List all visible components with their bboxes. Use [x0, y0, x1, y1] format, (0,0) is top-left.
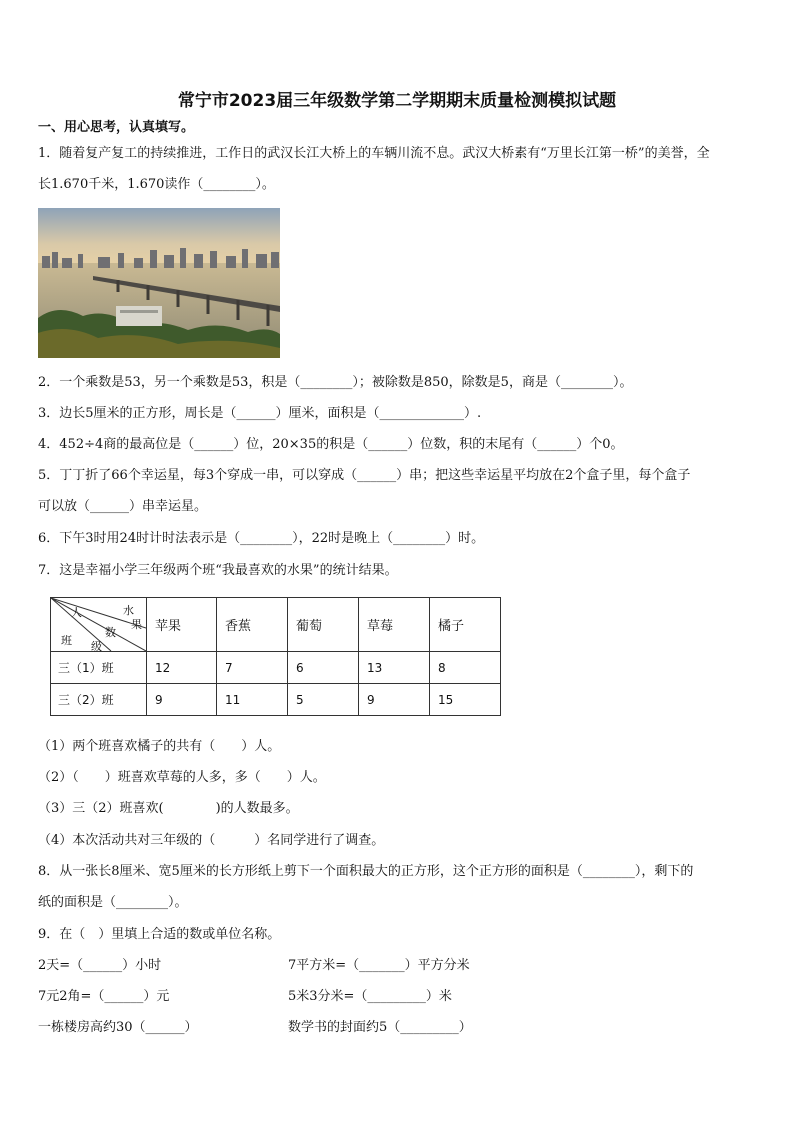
corner-label-guo: 果 [131, 618, 142, 631]
table-row [51, 684, 501, 716]
table-cell: 9 [359, 684, 430, 716]
corner-label-shu: 数 [105, 626, 116, 639]
column-header: 苹果 [147, 598, 217, 652]
page-title: 常宁市2023届三年级数学第二学期期末质量检测模拟试题 [177, 91, 617, 111]
question-1-line-1: 1．随着复产复工的持续推进，工作日的武汉长江大桥上的车辆川流不息。武汉大桥素有“万里长江第一桥”的美誉，全 [38, 146, 710, 161]
question-3: 3．边长5厘米的正方形，周长是（______）厘米，面积是（_____________）. [38, 406, 482, 421]
question-7-sub-1: （1）两个班喜欢橘子的共有（ ）人。 [38, 739, 281, 754]
question-8-line-2: 纸的面积是（________）。 [38, 895, 188, 910]
table-cell: 6 [288, 652, 359, 684]
column-header: 草莓 [359, 598, 430, 652]
question-4: 4．452÷4商的最高位是（______）位，20×35的积是（______）位数，积的末尾有（______）个0。 [38, 437, 624, 452]
table-corner-cell [51, 598, 147, 652]
table-cell: 9 [147, 684, 217, 716]
question-9-item-right: 5米3分米=（_________）米 [288, 989, 452, 1004]
question-5-line-2: 可以放（______）串幸运星。 [38, 499, 208, 514]
question-7-sub-4: （4）本次活动共对三年级的（ ）名同学进行了调查。 [38, 833, 385, 848]
section-heading: 一、用心思考，认真填写。 [38, 120, 195, 135]
question-6: 6．下午3时用24时计时法表示是（________），22时是晚上（________）时。 [38, 531, 485, 546]
column-header: 橘子 [430, 598, 501, 652]
question-9-item-right: 数学书的封面约5（_________） [288, 1020, 472, 1035]
question-8-line-1: 8．从一张长8厘米、宽5厘米的长方形纸上剪下一个面积最大的正方形，这个正方形的面积是（________），剩下的 [38, 864, 694, 879]
question-9-intro: 9．在（ ）里填上合适的数或单位名称。 [38, 927, 281, 942]
bridge-photo [38, 208, 280, 358]
table-cell: 12 [147, 652, 217, 684]
question-9-item-left: 一栋楼房高约30（______） [38, 1020, 198, 1035]
column-header: 葡萄 [288, 598, 359, 652]
table-cell: 11 [217, 684, 288, 716]
corner-label-shui: 水 [123, 604, 134, 617]
column-header: 香蕉 [217, 598, 288, 652]
question-5-line-1: 5．丁丁折了66个幸运星，每3个穿成一串，可以穿成（______）串；把这些幸运星平均放在2个盒子里，每个盒子 [38, 468, 691, 483]
question-9-item-left: 7元2角=（______）元 [38, 989, 170, 1004]
table-cell: 5 [288, 684, 359, 716]
question-9-item-right: 7平方米=（_______）平方分米 [288, 958, 470, 973]
row-label: 三（2）班 [51, 684, 147, 716]
table-row [51, 652, 501, 684]
fruit-statistics-table [50, 597, 501, 716]
table-header-row [51, 598, 501, 652]
question-9-item-left: 2天=（______）小时 [38, 958, 162, 973]
question-7-sub-2: （2）（ ）班喜欢草莓的人多，多（ ）人。 [38, 770, 326, 785]
corner-label-ji: 级 [91, 640, 102, 653]
table-cell: 15 [430, 684, 501, 716]
corner-label-ren: 人 [71, 606, 82, 619]
row-label: 三（1）班 [51, 652, 147, 684]
question-7-intro: 7．这是幸福小学三年级两个班“我最喜欢的水果”的统计结果。 [38, 563, 398, 578]
table-cell: 8 [430, 652, 501, 684]
table-cell: 13 [359, 652, 430, 684]
question-1-line-2: 长1.670千米，1.670读作（________）。 [38, 177, 275, 192]
question-7-sub-3: （3）三（2）班喜欢( )的人数最多。 [38, 801, 299, 816]
corner-label-ban: 班 [61, 634, 72, 647]
table-cell: 7 [217, 652, 288, 684]
question-2: 2．一个乘数是53，另一个乘数是53，积是（________）；被除数是850，除数是5，商是（________）。 [38, 375, 633, 390]
